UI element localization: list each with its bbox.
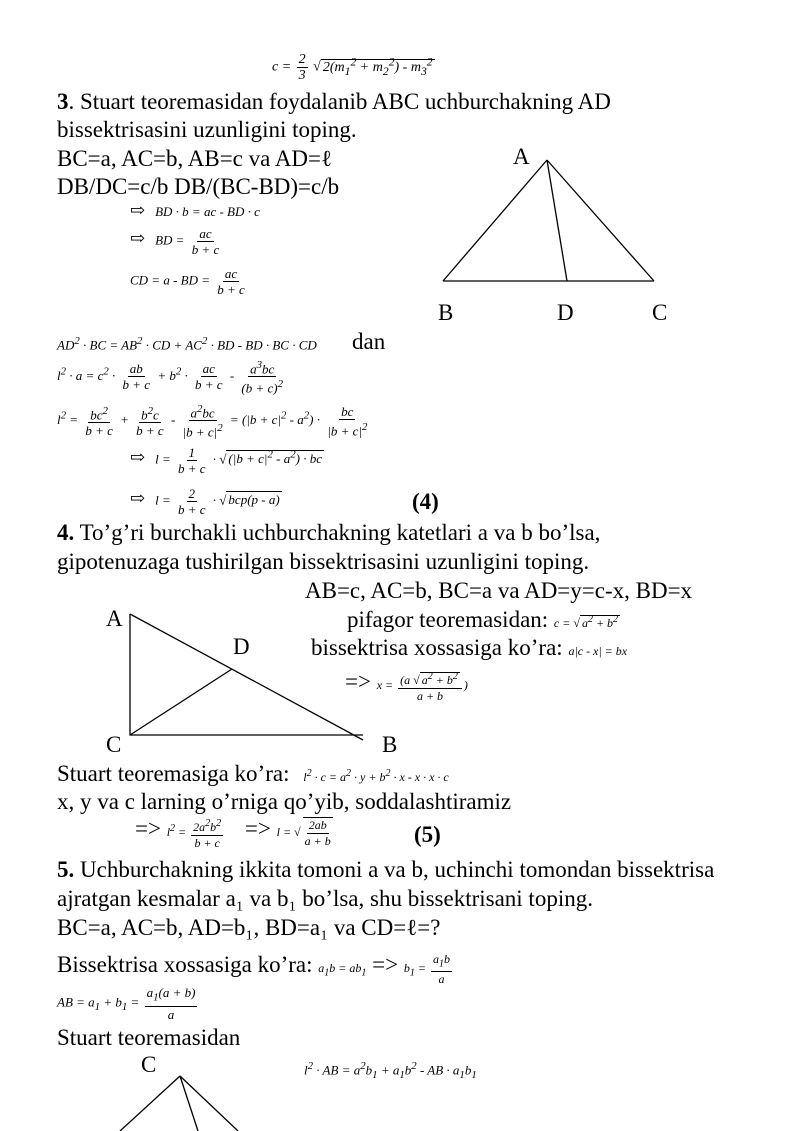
problem-3-vertex-d: D: [557, 300, 574, 325]
top-formula: c = $\frac{2}{3}$ √ $2(m_1^2 + m_2^2) - m_3^2$: [272, 52, 433, 83]
problem-4-vertex-a: A: [106, 606, 123, 631]
problem-3-title-line1: 3. Stuart teoremasidan foydalanib ABC uchburchakning AD: [57, 89, 611, 114]
problem-5-vertex-c: C: [141, 1052, 157, 1077]
implies-arrow-icon: ⇨: [130, 488, 146, 509]
problem-5-stuart-formula: $l^2$ · AB = $a^2b_1 + a_1b^2$ - AB · $a_1b_1$: [304, 1060, 477, 1081]
problem-4-vertex-c: C: [106, 732, 122, 757]
implies-arrow-icon: ⇨: [130, 228, 146, 249]
problem-4-x-formula: => x = $\frac{(a √ a^2 + b^2}{a + b}$ ): [345, 669, 468, 703]
problem-3-eq3: CD = a - BD = $\frac{ac}{b + c}$: [130, 266, 245, 297]
problem-4-vertex-d: D: [233, 634, 250, 659]
problem-3-eq2: ⇨ BD = $\frac{ac}{b + c}$: [130, 226, 220, 257]
problem-4-stuart: Stuart teoremasiga ko’ra: $l^2 \cdot c = a^2 \cdot y + b^2 \cdot x - x \cdot x \cdot c$: [57, 761, 449, 786]
implies-arrow-icon: ⇨: [130, 447, 146, 468]
problem-3-given: BC=a, AC=b, AB=c va AD=ℓ: [57, 146, 333, 171]
problem-5-title-line1: 5. Uchburchakning ikkita tomoni a va b, uchinchi tomondan bissektrisa: [57, 857, 715, 882]
problem-5-bissektrisa: Bissektrisa xossasiga ko’ra: $a_1b = ab_1 => b_1$ = $\frac{a_1b}{a}$: [57, 951, 450, 986]
equation-label-4: (4): [412, 489, 439, 514]
problem-4-title-line2: gipotenuzaga tushirilgan bissektrisasini uzunligini toping.: [57, 549, 590, 574]
implies-arrow-icon: ⇨: [130, 200, 146, 220]
problem-3-ratio: DB/DC=c/b DB/(BC-BD)=c/b: [57, 174, 340, 199]
problem-4-pifagor: pifagor teoremasidan: c = √ $a^2 + b^2$: [347, 607, 619, 632]
problem-4-result: => $l^2$ = $\frac{2a^2b^2}{b + c}$ => l = √ $\frac{2ab}{a + b}$: [135, 816, 331, 850]
problem-3-vertex-b: B: [438, 300, 454, 325]
equation-label-5: (5): [414, 822, 441, 847]
problem-3-eq4: $l^2 \cdot a = c^2$ · $\frac{ab}{b + c}$ + $b^2$ · $\frac{ac}{b + c}$ - $\frac{a^3bc}{(b + c)^2}$: [57, 359, 284, 396]
problem-4-bissektrisa: bissektrisa xossasiga ko’ra: a|c - x| = bx: [311, 635, 628, 660]
problem-5-title-line2: ajratgan kesmalar a₁ va b₁ bo’lsa, shu bissektrisani toping.: [57, 886, 593, 911]
problem-3-eq7: ⇨ l = $\frac{2}{b + c}$ · √ bcp(p - a): [130, 486, 280, 517]
problem-3-dan: dan: [352, 329, 386, 354]
problem-3-vertex-a: A: [513, 144, 530, 169]
problem-3-vertex-c: C: [652, 300, 668, 325]
problem-4-title-line1: 4. To’g’ri burchakli uchburchakning katetlari a va b bo’lsa,: [57, 520, 601, 545]
problem-3-title-line2: bissektrisasini uzunligini toping.: [57, 117, 357, 142]
problem-3-number: 3: [57, 89, 69, 114]
problem-3-eq6: ⇨ l = $\frac{1}{b + c}$ · √ $(|b + c|^2 - a^2)$ · bc: [130, 445, 322, 476]
problem-4-given: AB=c, AC=b, BC=a va AD=y=c-x, BD=x: [305, 578, 693, 603]
problem-5-given: BC=a, AC=b, AD=b₁, BD=a₁ va CD=ℓ=?: [57, 915, 441, 940]
problem-4-substitute: x, y va c larning o’rniga qo’yib, soddalashtiramiz: [57, 789, 512, 814]
problem-5-ab-formula: AB = $a_1 + b_1$ = $\frac{a_1(a + b)}{a}$: [57, 985, 196, 1022]
problem-3-eq5: $l^2$ = $\frac{bc^2}{b + c}$ + $\frac{b^2c}{b + c}$ - $\frac{a^2bc}{|b + c|^2}$ = $(|b + c|^2 - a^2)$ · $\frac{bc}{|b + c|^2}$: [57, 403, 368, 440]
problem-3-stuart-formula: $AD^2$ · BC = $AB^2$ · CD + $AC^2$ · BD - BD · BC · CD: [57, 335, 317, 353]
problem-5-stuart-text: Stuart teoremasidan: [57, 1025, 241, 1050]
problem-4-vertex-b: B: [382, 732, 398, 757]
problem-3-eq1: ⇨ BD · b = ac - BD · c: [130, 200, 260, 220]
